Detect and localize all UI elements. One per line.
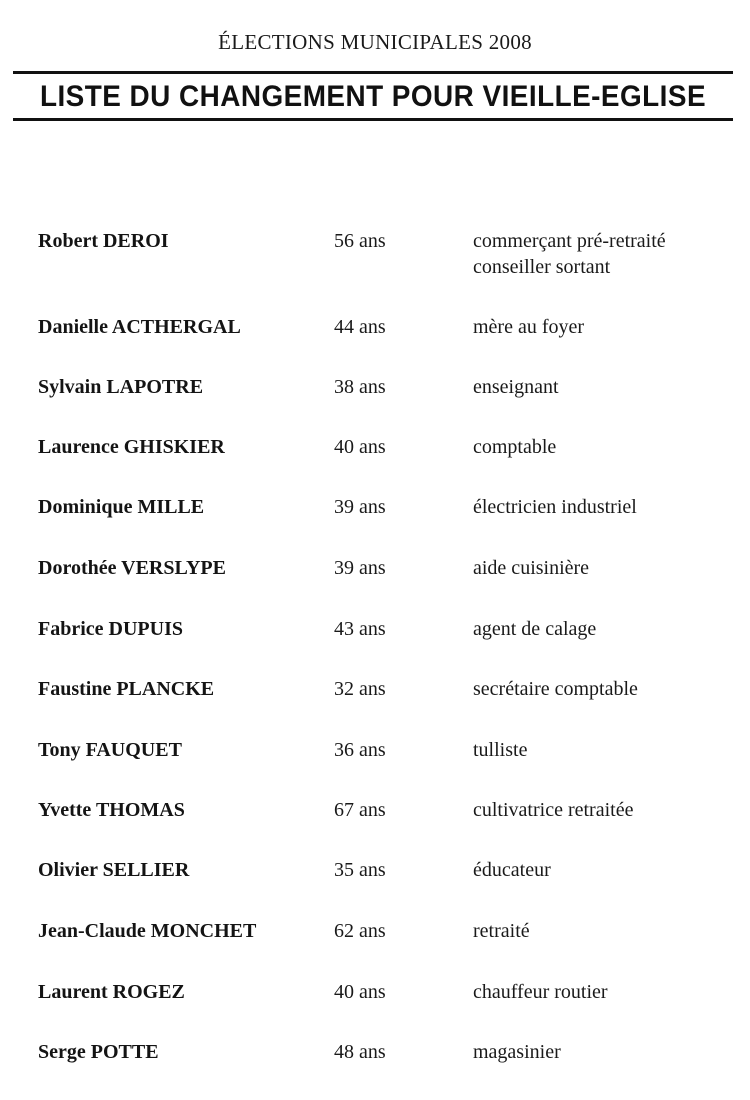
- candidate-name: Yvette THOMAS: [38, 799, 185, 821]
- candidate-occupation: [473, 676, 743, 702]
- candidate-occupation: [473, 314, 743, 340]
- occupation-line: retraité: [473, 920, 530, 942]
- candidate-name: Serge POTTE: [38, 1041, 159, 1063]
- occupation-line: électricien industriel: [473, 496, 637, 518]
- occupation-line: enseignant: [473, 376, 559, 398]
- candidate-name: Fabrice DUPUIS: [38, 618, 183, 640]
- occupation-line: tulliste: [473, 739, 528, 761]
- candidate-age: 44 ans: [334, 316, 386, 338]
- candidate-name: Jean-Claude MONCHET: [38, 920, 257, 942]
- occupation-line: éducateur: [473, 859, 551, 881]
- candidate-occupation: [473, 374, 743, 400]
- candidate-age: 67 ans: [334, 799, 386, 821]
- occupation-line: commerçant pré-retraité: [473, 230, 666, 252]
- candidate-name: Danielle ACTHERGAL: [38, 316, 241, 338]
- candidate-occupation: [473, 918, 743, 944]
- occupation-line: aide cuisinière: [473, 557, 590, 579]
- candidate-age: 32 ans: [334, 678, 386, 700]
- candidate-occupation: [473, 737, 743, 763]
- occupation-line: conseiller sortant: [473, 256, 611, 278]
- candidate-age: 56 ans: [334, 230, 386, 252]
- candidate-occupation: [473, 857, 743, 883]
- occupation-line: comptable: [473, 436, 557, 458]
- candidate-occupation: [473, 616, 743, 642]
- candidate-age: 40 ans: [334, 981, 386, 1003]
- candidate-name: Olivier SELLIER: [38, 859, 190, 881]
- candidate-name: Faustine PLANCKE: [38, 678, 215, 700]
- candidate-occupation: [473, 979, 743, 1005]
- candidate-age: 40 ans: [334, 436, 386, 458]
- election-subtitle: ÉLECTIONS MUNICIPALES 2008: [218, 30, 532, 54]
- candidate-name: Sylvain LAPOTRE: [38, 376, 204, 398]
- occupation-line: agent de calage: [473, 618, 597, 640]
- candidate-occupation: [473, 228, 743, 280]
- occupation-line: magasinier: [473, 1041, 561, 1063]
- list-title: LISTE DU CHANGEMENT POUR VIEILLE-EGLISE: [39, 80, 707, 113]
- candidate-occupation: [473, 797, 743, 823]
- candidate-age: 39 ans: [334, 557, 386, 579]
- candidate-age: 39 ans: [334, 496, 386, 518]
- candidate-occupation: [473, 1039, 743, 1065]
- candidate-age: 43 ans: [334, 618, 386, 640]
- candidate-occupation: [473, 494, 743, 520]
- candidate-age: 35 ans: [334, 859, 386, 881]
- candidate-name: Dorothée VERSLYPE: [38, 557, 226, 579]
- candidate-name: Laurence GHISKIER: [38, 436, 225, 458]
- candidate-occupation: [473, 434, 743, 460]
- candidate-age: 36 ans: [334, 739, 386, 761]
- occupation-line: cultivatrice retraitée: [473, 799, 634, 821]
- candidate-name: Tony FAUQUET: [38, 739, 182, 761]
- candidate-age: 48 ans: [334, 1041, 386, 1063]
- candidate-age: 38 ans: [334, 376, 386, 398]
- candidate-age: 62 ans: [334, 920, 386, 942]
- occupation-line: secrétaire comptable: [473, 678, 638, 700]
- occupation-line: mère au foyer: [473, 316, 585, 338]
- candidate-name: Dominique MILLE: [38, 496, 205, 518]
- candidate-name: Robert DEROI: [38, 230, 169, 252]
- candidate-name: Laurent ROGEZ: [38, 981, 185, 1003]
- occupation-line: chauffeur routier: [473, 981, 608, 1003]
- candidate-occupation: [473, 555, 743, 581]
